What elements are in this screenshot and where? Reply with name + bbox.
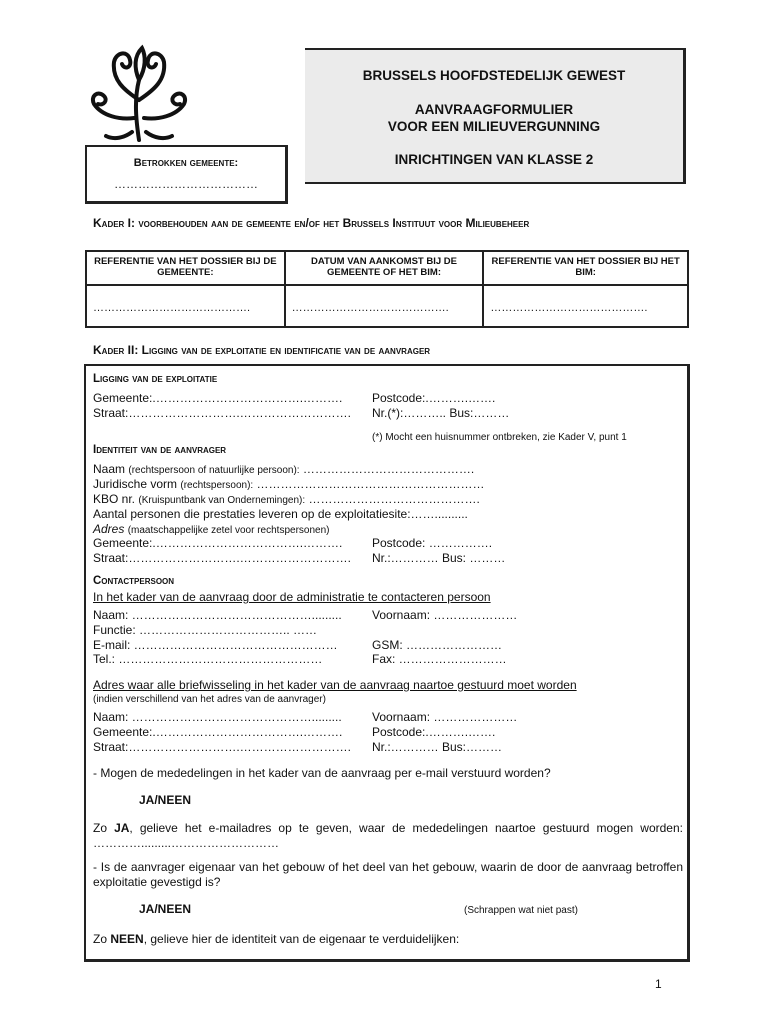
adres-label: Adres (93, 522, 125, 536)
gemeente-field-1[interactable]: Gemeente:.……………………………….………. (93, 391, 343, 405)
col-ref-bim: REFERENTIE VAN HET DOSSIER BIJ HET BIM: (483, 251, 688, 285)
naam-contact-field[interactable]: Naam: ………………………………………......... (93, 608, 342, 622)
zo-ja-email-field[interactable]: ………….........……………………… (93, 836, 280, 850)
col-datum-aankomst: DATUM VAN AANKOMST BIJ DE GEMEENTE OF HET BIM: (285, 251, 484, 285)
adres-note: (maatschappelijke zetel voor rechtspersonen) (127, 525, 330, 536)
identiteit-heading: Identiteit van de aanvrager (93, 444, 227, 456)
voornaam-contact-field[interactable]: Voornaam: ………………… (372, 608, 518, 622)
contact-heading: Contactpersoon (93, 575, 175, 587)
municipality-field[interactable]: ……………………………… (114, 177, 258, 191)
zo-ja-pre: Zo (93, 821, 115, 835)
region-title: BRUSSELS HOOFDSTEDELIJK GEWEST (362, 68, 626, 83)
form-title-line2: VOOR EEN MILIEUVERGUNNING (387, 119, 601, 134)
briefwisseling-note: (indien verschillend van het adres van de aanvrager) (93, 694, 326, 705)
naam-note: (rechtspersoon of natuurlijke persoon): (128, 465, 300, 476)
postcode-field-1[interactable]: Postcode:.……….……. (372, 391, 496, 405)
datum-aankomst-field[interactable]: ……………………………………. (285, 285, 484, 327)
naam-line[interactable] (93, 462, 474, 476)
postcode-field-2[interactable]: Postcode: ……………. (372, 536, 493, 550)
aantal-personen-field[interactable]: Aantal personen die prestaties leveren op de exploitatiesite:…….......... (93, 507, 468, 521)
zo-ja-bold: JA (114, 821, 130, 835)
nr-field-2[interactable]: Nr.:………… Bus: ……… (372, 551, 506, 565)
email-contact-field[interactable]: E-mail: …………………………………………… (93, 638, 338, 652)
zo-neen-paragraph (93, 932, 459, 946)
kbo-line[interactable] (93, 492, 480, 506)
straat-brief-field[interactable]: Straat:……………………….………………………. (93, 740, 352, 754)
nr-brief-field[interactable]: Nr.:………… Bus:……… (372, 740, 503, 754)
form-header-box (305, 48, 686, 184)
zo-neen-pre: Zo (93, 932, 111, 946)
municipality-label: Betrokken gemeente: (133, 157, 239, 169)
eigenaar-question: - Is de aanvrager eigenaar van het gebouw of het deel van het gebouw, waarin de door de aanvraag betroffen exploitatie gevestigd is? (93, 860, 683, 889)
zo-neen-post: , gelieve hier de identiteit van de eigenaar te verduidelijken: (143, 932, 460, 946)
contact-subheading: In het kader van de aanvraag door de administratie te contacteren persoon (93, 590, 491, 604)
zo-ja-paragraph (93, 821, 683, 851)
kbo-label: KBO nr. (93, 492, 136, 506)
email-question: - Mogen de mededelingen in het kader van de aanvraag per e-mail verstuurd worden? (93, 766, 551, 780)
jur-dots: ………………………………………………… (256, 477, 485, 491)
gemeente-brief-field[interactable]: Gemeente:.……………………………….………. (93, 725, 343, 739)
ja-neen-option-1[interactable]: JA/NEEN (139, 793, 192, 807)
ref-bim-field[interactable]: ……………………………………. (483, 285, 688, 327)
class-title: INRICHTINGEN VAN KLASSE 2 (394, 152, 594, 167)
ref-gemeente-field[interactable]: ……………………………………. (86, 285, 285, 327)
kader2-title: Kader II: Ligging van de exploitatie en identificatie van de aanvrager (93, 343, 431, 357)
municipality-box (85, 145, 288, 204)
voornaam-brief-field[interactable]: Voornaam: ………………… (372, 710, 518, 724)
nr-field-1[interactable]: Nr.(*):……….. Bus:……… (372, 406, 510, 420)
fax-contact-field[interactable]: Fax: ……………………… (372, 652, 507, 666)
kader1-title: Kader I: voorbehouden aan de gemeente en/of het Brussels Instituut voor Milieubeheer (93, 216, 530, 230)
naam-brief-field[interactable]: Naam: ………………………………………......... (93, 710, 342, 724)
adres-line (93, 522, 329, 536)
briefwisseling-subheading: Adres waar alle briefwisseling in het kader van de aanvraag naartoe gestuurd moet worden (93, 678, 577, 692)
juridische-vorm-line[interactable] (93, 477, 485, 491)
straat-field-1[interactable]: Straat:……………………….………………………. (93, 406, 352, 420)
kader2-box (84, 364, 690, 962)
kbo-dots: ……………………………………. (308, 492, 480, 506)
ja-neen-option-2[interactable]: JA/NEEN (139, 902, 192, 916)
schrappen-note: (Schrappen wat niet past) (464, 905, 578, 916)
reference-table (85, 250, 689, 328)
col-ref-gemeente: REFERENTIE VAN HET DOSSIER BIJ DE GEMEENTE: (86, 251, 285, 285)
jur-label: Juridische vorm (93, 477, 178, 491)
zo-neen-bold: NEEN (110, 932, 144, 946)
ligging-heading: Ligging van de exploitatie (93, 373, 218, 385)
tel-contact-field[interactable]: Tel.: …………………………………………… (93, 652, 323, 666)
gsm-contact-field[interactable]: GSM: …………………… (372, 638, 503, 652)
footnote: (*) Mocht een huisnummer ontbreken, zie Kader V, punt 1 (372, 432, 627, 443)
gemeente-field-2[interactable]: Gemeente:.……………………………….………. (93, 536, 343, 550)
brussels-iris-logo (84, 40, 194, 150)
naam-dots: ……………………………………. (302, 462, 475, 476)
jur-note: (rechtspersoon): (180, 480, 254, 491)
straat-field-2[interactable]: Straat:……………………….………………………. (93, 551, 352, 565)
form-title-line1: AANVRAAGFORMULIER (414, 102, 574, 117)
postcode-brief-field[interactable]: Postcode:.……….……. (372, 725, 496, 739)
zo-ja-post: , gelieve het e-mailadres op te geven, waar de mededelingen naartoe gestuurd mogen worden: (129, 821, 683, 835)
page-number: 1 (655, 977, 662, 991)
kbo-note: (Kruispuntbank van Ondernemingen): (138, 495, 306, 506)
functie-contact-field[interactable]: Functie: ……………………………….. …… (93, 623, 318, 637)
naam-label: Naam (93, 462, 126, 476)
